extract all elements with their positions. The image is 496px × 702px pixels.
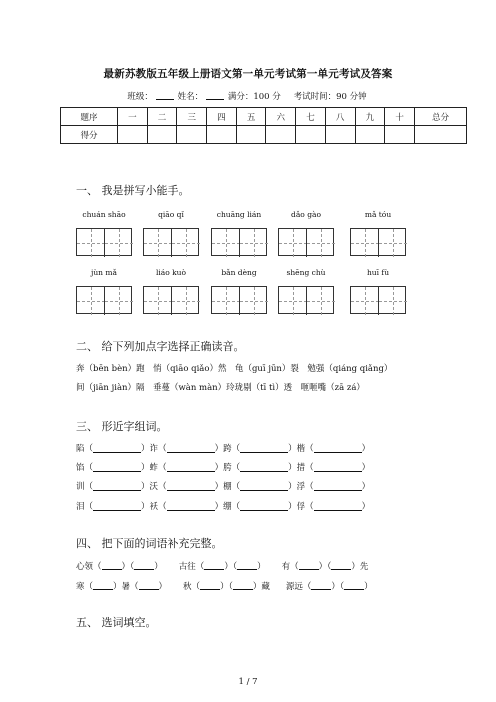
writing-cell[interactable] xyxy=(144,287,172,315)
writing-cell[interactable] xyxy=(239,229,268,257)
idiom-fragment: ）藏 xyxy=(252,582,270,592)
answer-blank[interactable] xyxy=(167,443,215,453)
pinyin-label: shēng chù xyxy=(286,268,326,277)
writing-box[interactable] xyxy=(211,228,267,256)
idiom-fragment: ） xyxy=(154,562,163,572)
score-entry-cell[interactable] xyxy=(207,126,237,144)
answer-blank[interactable] xyxy=(167,481,215,491)
idiom-fragment: ）暑（ xyxy=(113,582,139,592)
score-table-header-cell: 七 xyxy=(296,108,326,126)
answer-blank[interactable] xyxy=(314,443,362,453)
word-item: 措 （ ） xyxy=(296,463,371,473)
word-item: 浮 （ ） xyxy=(296,482,371,492)
score-row-label: 得分 xyxy=(61,126,118,144)
idiom-fragment: ）（ xyxy=(331,582,345,592)
writing-cell[interactable] xyxy=(351,229,379,257)
section-2-line-2[interactable]: 间（jiān jiàn）隔 垂蔓（wàn màn）玲珑剔（tī tì）透 咂咂嘴（zā zá） xyxy=(76,383,365,393)
answer-blank[interactable] xyxy=(240,501,288,511)
idiom-blank[interactable] xyxy=(134,560,154,570)
idiom-blank[interactable] xyxy=(200,580,220,590)
answer-blank[interactable] xyxy=(93,481,141,491)
base-char: 棚 xyxy=(223,482,232,492)
score-table-header-cell: 五 xyxy=(236,108,266,126)
score-value-row xyxy=(61,126,467,144)
writing-cell[interactable] xyxy=(306,229,335,257)
score-header-row xyxy=(61,108,467,126)
score-table-header-cell: 三 xyxy=(177,108,207,126)
idiom-blank[interactable] xyxy=(139,580,159,590)
answer-blank[interactable] xyxy=(167,501,215,511)
writing-cell[interactable] xyxy=(212,229,240,257)
word-item: 泪 （ ） xyxy=(76,502,150,512)
page-number: 1 / 7 xyxy=(238,677,258,687)
answer-blank[interactable] xyxy=(93,501,141,511)
score-entry-cell[interactable] xyxy=(177,126,207,144)
idiom-blank[interactable] xyxy=(237,560,257,570)
score-table xyxy=(60,107,467,144)
writing-cell[interactable] xyxy=(171,229,200,257)
writing-box[interactable] xyxy=(76,286,132,314)
idiom-fragment: ）（ xyxy=(318,562,332,572)
idiom-blank[interactable] xyxy=(311,580,331,590)
score-entry-cell[interactable] xyxy=(415,126,467,144)
word-item: 俘 （ ） xyxy=(296,502,371,512)
writing-cell[interactable] xyxy=(144,229,172,257)
idiom-fragment: 源远（ xyxy=(285,582,312,592)
idiom-row xyxy=(76,560,368,572)
score-table-header-cell: 九 xyxy=(355,108,385,126)
name-blank[interactable] xyxy=(206,91,224,100)
answer-blank[interactable] xyxy=(240,481,288,491)
writing-cell[interactable] xyxy=(279,229,307,257)
word-item: 沃 （ ） xyxy=(149,482,224,492)
pinyin-label: qiāo qǐ xyxy=(158,210,184,219)
exam-info xyxy=(0,90,496,102)
writing-box[interactable] xyxy=(143,228,199,256)
writing-cell[interactable] xyxy=(306,287,335,315)
score-table-header-label: 题序 xyxy=(61,108,118,126)
writing-box[interactable] xyxy=(76,228,132,256)
class-blank[interactable] xyxy=(156,91,174,100)
answer-blank[interactable] xyxy=(240,462,288,472)
score-entry-cell[interactable] xyxy=(266,126,296,144)
similar-char-row xyxy=(76,442,370,454)
writing-cell[interactable] xyxy=(351,287,379,315)
similar-char-row xyxy=(76,461,370,473)
word-item: 训 （ ） xyxy=(76,482,150,492)
writing-cell[interactable] xyxy=(378,229,407,257)
base-char: 俘 xyxy=(296,502,306,512)
full-score: 满分：100 分 xyxy=(227,92,281,102)
idiom-blank[interactable] xyxy=(233,580,253,590)
pinyin-label: jùn mǎ xyxy=(91,268,117,277)
word-item: 跨 （ ） xyxy=(223,444,297,454)
section-2-line-1[interactable]: 奔（bēn bèn）跑 悄（qiāo qiǎo）然 龟（guī jūn）裂 勉强（qiáng qiǎng） xyxy=(76,364,393,374)
section-2-title: 二、 给下列加点字选择正确读音。 xyxy=(76,340,245,353)
score-entry-cell[interactable] xyxy=(118,126,148,144)
answer-blank[interactable] xyxy=(93,462,141,472)
idiom-blank[interactable] xyxy=(204,560,224,570)
score-table-header-cell: 八 xyxy=(325,108,355,126)
section-3-title: 三、 形近字组词。 xyxy=(76,420,168,433)
similar-char-row xyxy=(76,500,370,512)
idiom-fragment: 心领（ xyxy=(76,562,102,572)
idiom-fragment: ） xyxy=(158,582,168,592)
writing-cell[interactable] xyxy=(104,287,133,315)
score-table-header-cell: 总分 xyxy=(415,108,467,126)
idiom-fragment: ）（ xyxy=(121,562,135,572)
section-4-title: 四、 把下面的词语补充完整。 xyxy=(76,537,223,550)
answer-blank[interactable] xyxy=(314,462,362,472)
idiom-blank[interactable] xyxy=(331,560,351,570)
writing-cell[interactable] xyxy=(171,287,200,315)
word-item: 蚱 （ ） xyxy=(149,463,224,473)
section-5-title: 五、 选词填空。 xyxy=(76,616,157,629)
score-entry-cell[interactable] xyxy=(296,126,326,144)
base-char: 陷 xyxy=(76,444,85,454)
pinyin-label: mǎ tóu xyxy=(364,210,392,219)
pinyin-label: bǎn dèng xyxy=(221,268,257,277)
writing-cell[interactable] xyxy=(378,287,407,315)
score-entry-cell[interactable] xyxy=(355,126,385,144)
idiom-blank[interactable] xyxy=(93,580,113,590)
base-char: 蚱 xyxy=(149,463,159,473)
idiom-fragment: 古往（ xyxy=(178,562,205,572)
writing-box[interactable] xyxy=(350,228,406,256)
word-item: 楷 （ ） xyxy=(296,444,371,454)
similar-char-row xyxy=(76,480,370,492)
base-char: 沃 xyxy=(149,482,159,492)
base-char: 楷 xyxy=(296,444,306,454)
writing-box[interactable] xyxy=(350,286,406,314)
idiom-blank[interactable] xyxy=(102,560,122,570)
word-item: 棚 （ ） xyxy=(223,482,297,492)
word-item: 诈 （ ） xyxy=(149,444,224,454)
class-label: 班级： xyxy=(127,92,153,102)
score-table-header-cell: 一 xyxy=(118,108,148,126)
score-entry-cell[interactable] xyxy=(147,126,177,144)
word-item: 馅 （ ） xyxy=(76,463,150,473)
base-char: 诈 xyxy=(149,444,159,454)
idiom-fragment: 寒（ xyxy=(76,582,94,592)
writing-cell[interactable] xyxy=(212,287,240,315)
idiom-fragment: 秋（ xyxy=(183,582,201,592)
writing-box[interactable] xyxy=(211,286,267,314)
pinyin-label: chuāng lián xyxy=(216,210,262,219)
name-label: 姓名： xyxy=(177,92,204,102)
base-char: 措 xyxy=(296,463,306,473)
word-item: 胯 （ ） xyxy=(223,463,297,473)
idiom-fragment: ）（ xyxy=(220,582,233,592)
answer-blank[interactable] xyxy=(167,462,215,472)
writing-cell[interactable] xyxy=(279,287,307,315)
pinyin-label: huī fù xyxy=(366,268,390,277)
idiom-blank[interactable] xyxy=(299,560,319,570)
idiom-fragment: ）先 xyxy=(351,562,369,572)
base-char: 浮 xyxy=(296,482,306,492)
page-title: 最新苏教版五年级上册语文第一单元考试第一单元考试及答案 xyxy=(103,68,393,80)
writing-box[interactable] xyxy=(143,286,199,314)
answer-blank[interactable] xyxy=(93,443,141,453)
word-item: 袄 （ ） xyxy=(149,502,224,512)
score-table-header-cell: 十 xyxy=(385,108,415,126)
score-table-header-cell: 六 xyxy=(266,108,296,126)
base-char: 绷 xyxy=(223,502,232,512)
pinyin-label: chuán shāo xyxy=(82,210,126,219)
writing-cell[interactable] xyxy=(77,229,105,257)
pinyin-label: liáo kuò xyxy=(155,268,187,277)
score-table-header-cell: 二 xyxy=(147,108,177,126)
base-char: 胯 xyxy=(223,463,232,473)
idiom-fragment: ） xyxy=(257,562,266,572)
answer-blank[interactable] xyxy=(314,501,362,511)
writing-box[interactable] xyxy=(278,228,334,256)
answer-blank[interactable] xyxy=(314,481,362,491)
base-char: 袄 xyxy=(149,502,159,512)
score-entry-cell[interactable] xyxy=(236,126,266,144)
base-char: 泪 xyxy=(76,502,85,512)
score-table-header-cell: 四 xyxy=(207,108,237,126)
writing-cell[interactable] xyxy=(77,287,105,315)
idiom-fragment: ）（ xyxy=(224,562,238,572)
idiom-row xyxy=(76,580,373,592)
idiom-fragment: ） xyxy=(364,582,373,592)
score-entry-cell[interactable] xyxy=(325,126,355,144)
idiom-fragment: 有（ xyxy=(281,562,299,572)
answer-blank[interactable] xyxy=(240,443,288,453)
pinyin-label: dǎo gào xyxy=(291,210,321,219)
writing-box[interactable] xyxy=(278,286,334,314)
score-entry-cell[interactable] xyxy=(385,126,415,144)
exam-time: 考试时间：90 分钟 xyxy=(293,92,367,102)
idiom-blank[interactable] xyxy=(344,580,364,590)
word-item: 陷 （ ） xyxy=(76,444,150,454)
word-item: 绷 （ ） xyxy=(223,502,297,512)
base-char: 跨 xyxy=(223,444,232,454)
writing-cell[interactable] xyxy=(104,229,133,257)
base-char: 馅 xyxy=(76,463,85,473)
writing-cell[interactable] xyxy=(239,287,268,315)
base-char: 训 xyxy=(76,482,85,492)
section-1-title: 一、 我是拼写小能手。 xyxy=(76,184,190,197)
